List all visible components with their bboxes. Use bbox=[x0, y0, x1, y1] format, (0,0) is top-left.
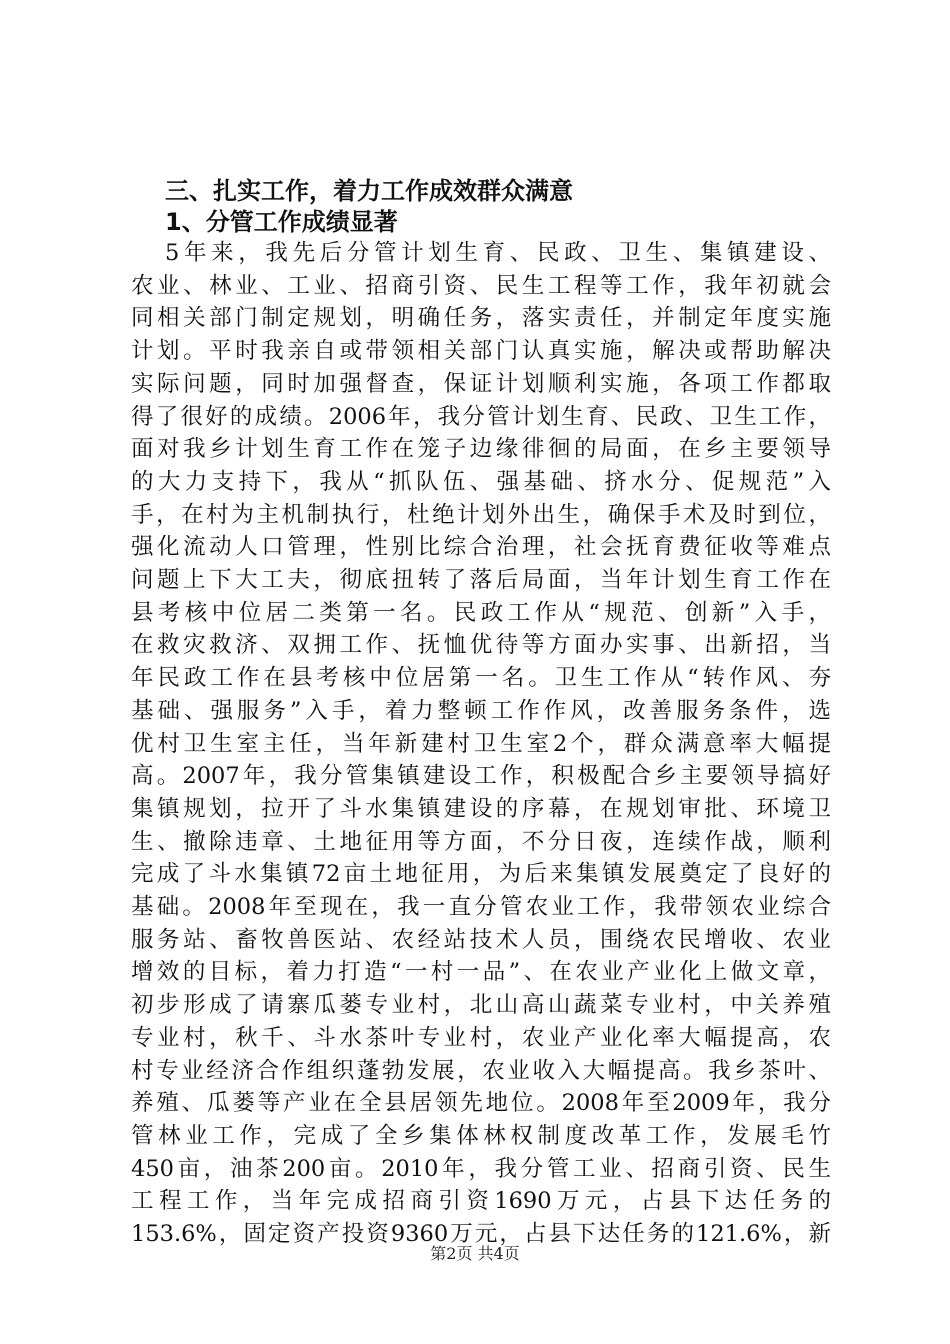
paragraph-line: 工程工作，当年完成招商引资1690万元，占县下达任务的 bbox=[131, 1188, 831, 1215]
paragraph-line: 优村卫生室主任，当年新建村卫生室2个，群众满意率大幅提 bbox=[131, 730, 831, 757]
paragraph-line: 年民政工作在县考核中位居第一名。卫生工作从“转作风、夯 bbox=[131, 665, 831, 692]
paragraph-line: 问题上下大工夫，彻底扭转了落后局面，当年计划生育工作在 bbox=[131, 567, 831, 594]
section-heading: 三、扎实工作，着力工作成效群众满意 bbox=[165, 177, 573, 205]
paragraph-line: 计划。平时我亲自或带领相关部门认真实施，解决或帮助解决 bbox=[131, 338, 831, 365]
paragraph-line: 生、撤除违章、土地征用等方面，不分日夜，连续作战，顺利 bbox=[131, 828, 831, 855]
paragraph-line: 面对我乡计划生育工作在笼子边缘徘徊的局面，在乡主要领导 bbox=[131, 436, 831, 463]
paragraph-line: 153.6%，固定资产投资9360万元，占县下达任务的121.6%，新 bbox=[131, 1221, 831, 1248]
paragraph-line: 同相关部门制定规划，明确任务，落实责任，并制定年度实施 bbox=[131, 305, 831, 332]
paragraph-line: 村专业经济合作组织蓬勃发展，农业收入大幅提高。我乡茶叶、 bbox=[131, 1057, 831, 1084]
paragraph-line: 养殖、瓜蒌等产业在全县居领先地位。2008年至2009年，我分 bbox=[131, 1090, 831, 1117]
paragraph-line: 5年来，我先后分管计划生育、民政、卫生、集镇建设、 bbox=[165, 240, 831, 266]
paragraph-line: 专业村，秋千、斗水茶叶专业村，农业产业化率大幅提高，农 bbox=[131, 1024, 831, 1051]
paragraph-line: 初步形成了请寨瓜蒌专业村，北山高山蔬菜专业村，中关养殖 bbox=[131, 992, 831, 1019]
paragraph-line: 完成了斗水集镇72亩土地征用，为后来集镇发展奠定了良好的 bbox=[131, 861, 831, 888]
paragraph-line: 手，在村为主机制执行，杜绝计划外出生，确保手术及时到位， bbox=[131, 501, 831, 528]
paragraph-line: 服务站、畜牧兽医站、农经站技术人员，围绕农民增收、农业 bbox=[131, 926, 831, 953]
paragraph-line: 实际问题，同时加强督查，保证计划顺利实施，各项工作都取 bbox=[131, 370, 831, 397]
paragraph-line: 基础、强服务”入手，着力整顿工作作风，改善服务条件，选 bbox=[131, 697, 831, 724]
page-content bbox=[131, 176, 831, 1251]
paragraph-line: 县考核中位居二类第一名。民政工作从“规范、创新”入手， bbox=[131, 599, 831, 626]
page-number-footer: 第2页 共4页 bbox=[430, 1244, 520, 1263]
paragraph-line: 管林业工作，完成了全乡集体林权制度改革工作，发展毛竹 bbox=[131, 1122, 831, 1149]
paragraph-line: 450亩，油茶200亩。2010年，我分管工业、招商引资、民生 bbox=[131, 1155, 831, 1182]
paragraph-line: 增效的目标，着力打造“一村一品”、在农业产业化上做文章， bbox=[131, 959, 831, 986]
paragraph-line: 的大力支持下，我从“抓队伍、强基础、挤水分、促规范”入 bbox=[131, 468, 831, 495]
paragraph-line: 强化流动人口管理，性别比综合治理，社会抚育费征收等难点 bbox=[131, 534, 831, 561]
paragraph-line: 集镇规划，拉开了斗水集镇建设的序幕，在规划审批、环境卫 bbox=[131, 795, 831, 822]
paragraph-line: 基础。2008年至现在，我一直分管农业工作，我带领农业综合 bbox=[131, 894, 831, 921]
paragraph-line: 高。2007年，我分管集镇建设工作，积极配合乡主要领导搞好 bbox=[131, 763, 831, 790]
paragraph-line: 在救灾救济、双拥工作、抚恤优待等方面办实事、出新招，当 bbox=[131, 632, 831, 659]
paragraph-line: 得了很好的成绩。2006年，我分管计划生育、民政、卫生工作， bbox=[131, 403, 831, 430]
subsection-heading: 1、分管工作成绩显著 bbox=[165, 208, 398, 236]
paragraph-line: 农业、林业、工业、招商引资、民生工程等工作，我年初就会 bbox=[131, 272, 831, 299]
body-paragraph bbox=[131, 237, 831, 1251]
